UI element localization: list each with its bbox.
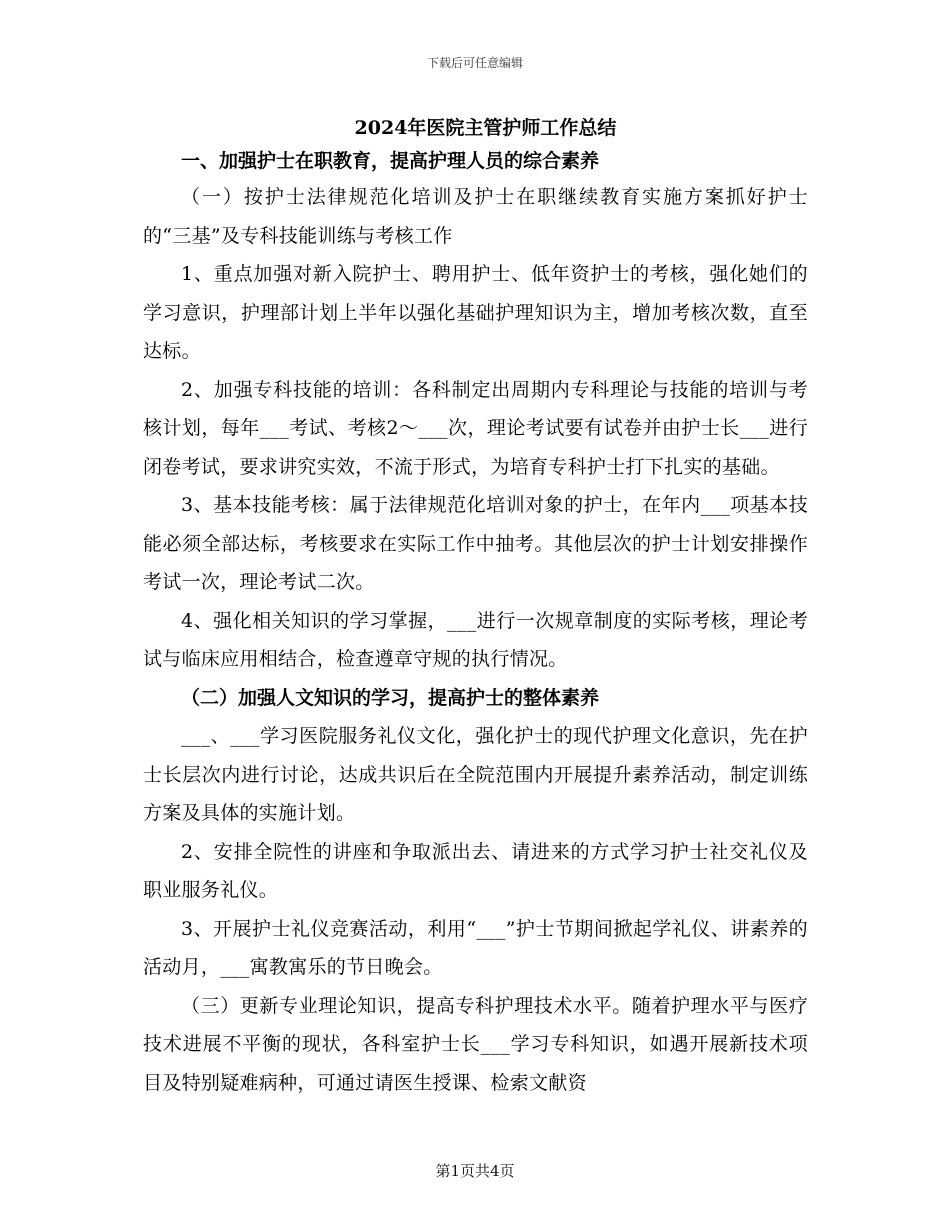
- paragraph-9: （三）更新专业理论知识，提高专科护理技术水平。随着护理水平与医疗技术进展不平衡的现状，各科室护士长___学习专科知识，如遇开展新技术项目及特别疑难病种，可通过请医生授课、检索文献资: [143, 994, 808, 1094]
- paragraph-5: 4、强化相关知识的学习掌握，___进行一次规章制度的实际考核，理论考试与临床应用相结合，检查遵章守规的执行情况。: [143, 609, 808, 670]
- paragraph-2: 1、重点加强对新入院护士、聘用护士、低年资护士的考核，强化她们的学习意识，护理部计划上半年以强化基础护理知识为主，增加考核次数，直至达标。: [143, 263, 808, 362]
- paragraph-6: ___、___学习医院服务礼仪文化，强化护士的现代护理文化意识，先在护士长层次内进行讨论，达成共识后在全院范围内开展提升素养活动，制定训练方案及具体的实施计划。: [143, 725, 808, 824]
- paragraph-3: 2、加强专科技能的培训：各科制定出周期内专科理论与技能的培训与考核计划，每年___考试、考核2～___次，理论考试要有试卷并由护士长___进行闭卷考试，要求讲究实效，不流于形式，为培育专科护士打下扎实的基础。: [143, 378, 808, 478]
- subsection-heading-2: （二）加强人文知识的学习，提高护士的整体素养: [181, 686, 600, 709]
- document-body: [143, 112, 808, 1102]
- paragraph-7: 2、安排全院性的讲座和争取派出去、请进来的方式学习护士社交礼仪及职业服务礼仪。: [143, 840, 808, 901]
- section-heading-1: 一、加强护士在职教育，提高护理人员的综合素养: [181, 150, 600, 172]
- paragraph-8: 3、开展护士礼仪竞赛活动，利用“___”护士节期间掀起学礼仪、讲素养的活动月，___寓教寓乐的节日晚会。: [143, 917, 808, 978]
- header-note: 下载后可任意编辑: [426, 56, 523, 70]
- paragraph-1: （一）按护士法律规范化培训及护士在职继续教育实施方案抓好护士的“三基”及专科技能训练与考核工作: [143, 186, 808, 247]
- document-title: 2024年医院主管护师工作总结: [354, 117, 617, 139]
- paragraph-4: 3、基本技能考核：属于法律规范化培训对象的护士，在年内___项基本技能必须全部达标，考核要求在实际工作中抽考。其他层次的护士计划安排操作考试一次，理论考试二次。: [143, 494, 808, 593]
- page-footer: 第1页共4页: [435, 1162, 515, 1180]
